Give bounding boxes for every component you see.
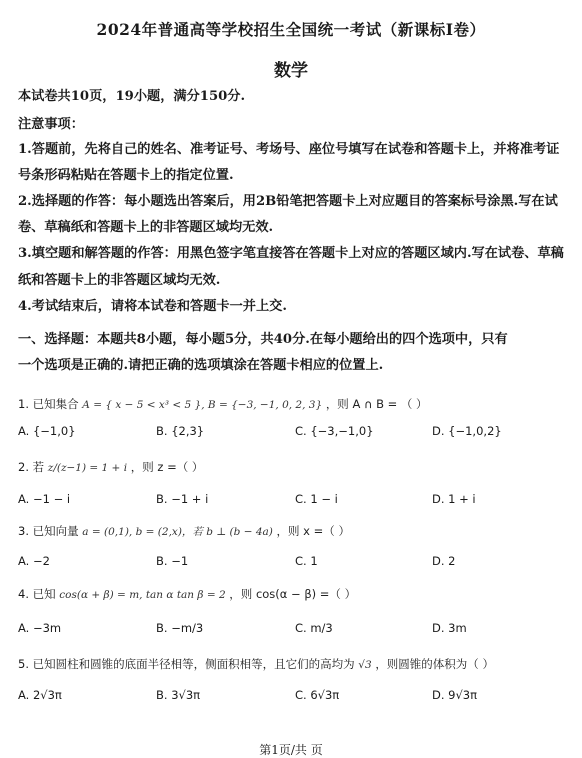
question-3-option-a: A. −2 xyxy=(18,554,50,568)
question-3-option-b: B. −1 xyxy=(156,554,189,568)
question-3-prefix: 3. 已知向量 xyxy=(18,524,79,538)
page-footer: 第1页/共 页 xyxy=(259,743,323,757)
question-2-option-c: C. 1 − i xyxy=(295,492,338,506)
question-4-math: cos(α + β) = m, tan α tan β = 2 xyxy=(59,589,226,601)
note-2b: 卷、草稿纸和答题卡上的非答题区域均无效. xyxy=(18,220,274,235)
question-2-option-b: B. −1 + i xyxy=(156,492,209,506)
question-5-option-c: C. 6√3π xyxy=(295,688,340,702)
intro-line: 本试卷共10页，19小题，满分150分. xyxy=(18,89,246,104)
note-1a: 1.答题前，先将自己的姓名、准考证号、考场号、座位号填写在试卷和答题卡上，并将准考证 xyxy=(18,142,560,157)
question-2-option-a: A. −1 − i xyxy=(18,492,71,506)
question-3-option-d: D. 2 xyxy=(432,554,456,568)
question-3-suffix: ，则 x =（ ） xyxy=(276,524,350,538)
question-5-math: √3 xyxy=(358,659,372,671)
question-4-stem xyxy=(18,586,356,602)
note-3b: 纸和答题卡上的非答题区域均无效. xyxy=(18,273,221,288)
question-1-option-b: B. {2,3} xyxy=(156,424,205,438)
question-1-stem xyxy=(18,396,428,412)
note-4: 4.考试结束后，请将本试卷和答题卡一并上交. xyxy=(18,299,287,314)
question-4-option-b: B. −m/3 xyxy=(156,621,204,635)
question-3-option-c: C. 1 xyxy=(295,554,318,568)
question-1-option-a: A. {−1,0} xyxy=(18,424,76,438)
question-2-stem xyxy=(18,459,203,475)
note-3a: 3.填空题和解答题的作答：用黑色签字笔直接答在答题卡上对应的答题区域内.写在试卷、草稿 xyxy=(18,246,564,261)
question-1-option-c: C. {−3,−1,0} xyxy=(295,424,374,438)
question-4-suffix: ，则 cos(α − β) =（ ） xyxy=(229,587,357,601)
question-3-stem xyxy=(18,523,350,539)
question-1-prefix: 1. 已知集合 xyxy=(18,397,79,411)
question-5-prefix: 5. 已知圆柱和圆锥的底面半径相等，侧面积相等，且它们的高均为 xyxy=(18,657,355,671)
question-4-option-d: D. 3m xyxy=(432,621,467,635)
question-4-option-a: A. −3m xyxy=(18,621,62,635)
question-2-prefix: 2. 若 xyxy=(18,460,45,474)
notes-heading: 注意事项： xyxy=(18,117,84,132)
question-1-option-d: D. {−1,0,2} xyxy=(432,424,502,438)
exam-title: 2024年普通高等学校招生全国统一考试（新课标I卷） xyxy=(96,20,486,39)
section-heading-b: 一个选项是正确的.请把正确的选项填涂在答题卡相应的位置上. xyxy=(18,358,384,373)
question-5-option-a: A. 2√3π xyxy=(18,688,62,702)
question-2-math: z/(z−1) = 1 + i xyxy=(47,462,128,474)
question-5-suffix: ，则圆锥的体积为（ ） xyxy=(375,657,494,671)
question-5-stem xyxy=(18,656,494,672)
question-5-option-b: B. 3√3π xyxy=(156,688,201,702)
question-2-option-d: D. 1 + i xyxy=(432,492,476,506)
question-4-option-c: C. m/3 xyxy=(295,621,333,635)
question-1-suffix: ，则 A ∩ B = （ ） xyxy=(325,397,428,411)
question-2-suffix: ，则 z =（ ） xyxy=(130,460,204,474)
question-5-option-d: D. 9√3π xyxy=(432,688,478,702)
subject-title: 数学 xyxy=(274,61,308,81)
question-1-math: A = { x − 5 < x³ < 5 }, B = {−3, −1, 0, 2, 3} xyxy=(82,399,323,411)
note-1b: 号条形码粘贴在答题卡上的指定位置. xyxy=(18,168,234,183)
note-2a: 2.选择题的作答：每小题选出答案后，用2B铅笔把答题卡上对应题目的答案标号涂黑.写在试 xyxy=(18,194,558,209)
question-4-prefix: 4. 已知 xyxy=(18,587,56,601)
section-heading-a: 一、选择题：本题共8小题，每小题5分，共40分.在每小题给出的四个选项中，只有 xyxy=(18,332,508,347)
question-3-math: a = (0,1), b = (2,x)，若 b ⊥ (b − 4a) xyxy=(82,526,273,538)
